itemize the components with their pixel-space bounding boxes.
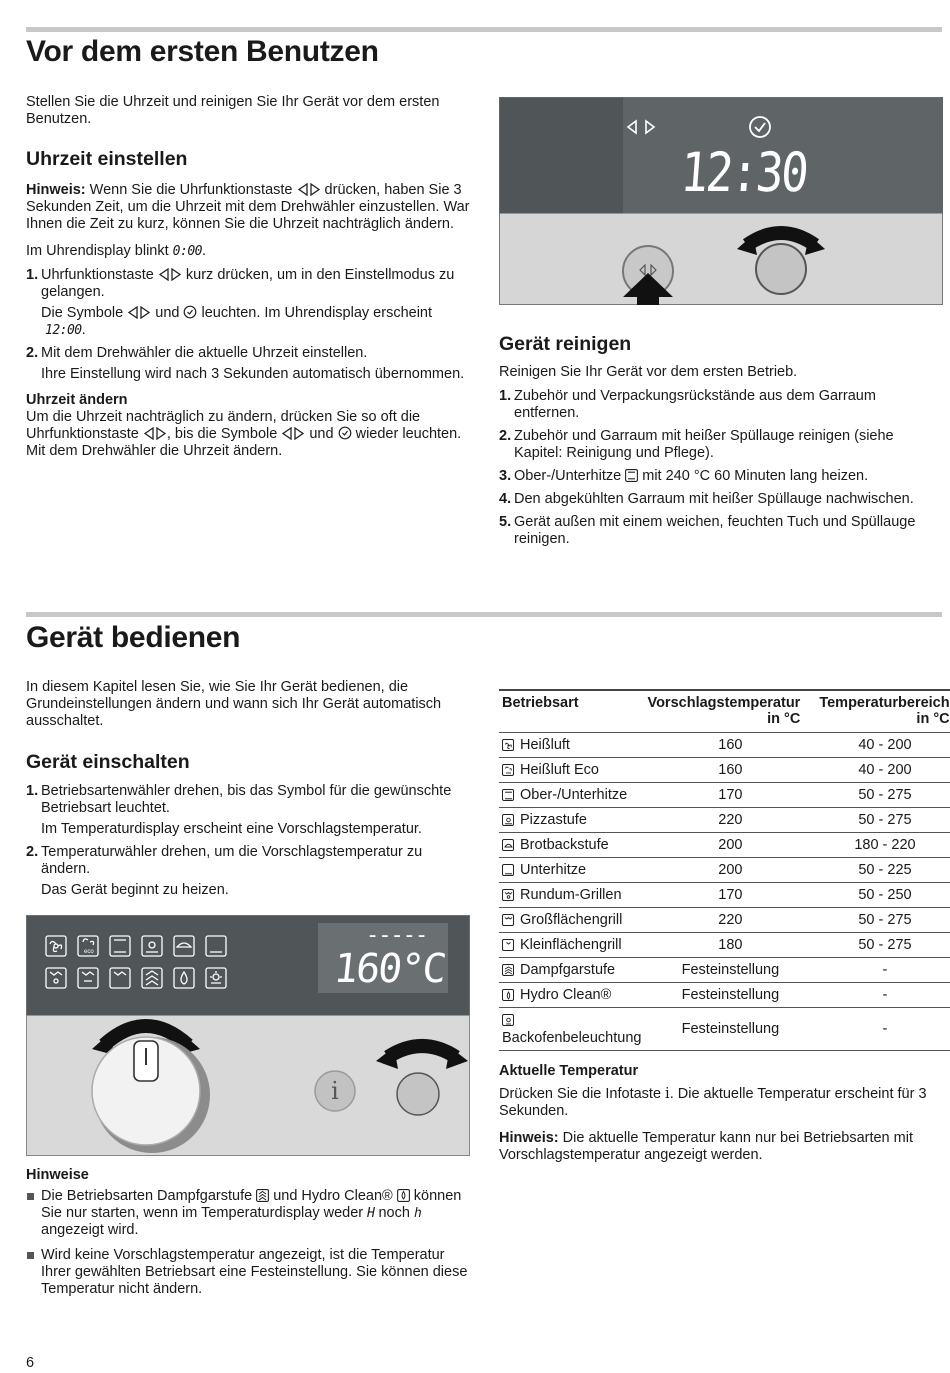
step-text: Mit dem Drehwähler die aktuelle Uhrzeit einstellen. (41, 345, 368, 361)
mode-cell (499, 908, 644, 933)
info-button-label: i (331, 1077, 339, 1105)
table-row (499, 883, 950, 908)
blinkt-text: Im Uhrendisplay blinkt (26, 243, 173, 259)
aendern-text (26, 409, 472, 460)
mode-cell (499, 808, 644, 833)
hinweis-text-e: angezeigt wird. (41, 1222, 139, 1238)
hinweise-block (26, 1167, 472, 1306)
suggested-temp: Festeinstellung (644, 1008, 816, 1051)
clock-panel-illustration (499, 97, 943, 305)
hinweis-text-a: Wenn Sie die Uhrfunktionstaste (85, 182, 297, 198)
einschalten-heading: Gerät einschalten (26, 751, 190, 773)
table-row (499, 983, 950, 1008)
temp-range: 40 - 200 (816, 733, 950, 758)
aktuelle-heading: Aktuelle Temperatur (499, 1063, 639, 1079)
step-sub: Ihre Einstellung wird nach 3 Sekunden automatisch übernommen. (41, 366, 465, 382)
hinweis-text-c: können Sie nur starten, wenn im Temperaturdisplay weder (41, 1188, 462, 1221)
hinweis-text-b: drücken, haben Sie 3 Sekunden Zeit, um die Uhrzeit mit dem Drehwähler einzustellen. War Ihnen die Zeit zu kurz, können Sie die Uhrzeit nachträglich ändern. (26, 182, 470, 232)
intro-text: Stellen Sie die Uhrzeit und reinigen Sie Ihr Gerät vor dem ersten Benutzen. (26, 94, 440, 127)
large-grill-icon (502, 914, 514, 926)
sub-text-c: leuchten. Im Uhrendisplay erscheint (197, 305, 433, 321)
temp-range: 180 - 220 (816, 833, 950, 858)
top-bottom-heat-icon (625, 469, 638, 482)
table-row (499, 758, 950, 783)
clock-function-icon (158, 268, 182, 281)
control-panel-illustration (26, 915, 470, 1156)
header-range: Temperaturbereich in °C (816, 690, 950, 733)
bottom-heat-icon (502, 864, 514, 876)
temp-range: - (816, 1008, 950, 1051)
sub-text-b: und (151, 305, 184, 321)
step-text: Zubehör und Verpackungsrückstände aus dem Garraum entfernen. (514, 388, 876, 421)
step-sub: Im Temperaturdisplay erscheint eine Vorschlagstemperatur. (41, 821, 422, 837)
modes-table (499, 689, 950, 1051)
table-row (499, 733, 950, 758)
step-text: Betriebsartenwähler drehen, bis das Symbol für die gewünschte Betriebsart leuchtet. (41, 783, 452, 816)
table-row (499, 858, 950, 883)
temp-range: - (816, 958, 950, 983)
reinigen-heading: Gerät reinigen (499, 333, 632, 355)
timer-icon (338, 426, 352, 440)
list-item (499, 388, 945, 422)
mode-name: Heißluft Eco (520, 762, 599, 778)
sub-text-a: Die Symbole (41, 305, 128, 321)
hinweis-text: Die aktuelle Temperatur kann nur bei Betriebsarten mit Vorschlagstemperatur angezeigt werden. (499, 1130, 913, 1163)
reinigen-intro: Reinigen Sie Ihr Gerät vor dem ersten Betrieb. (499, 364, 798, 380)
lcd-symbol-h-upper: H (367, 1206, 375, 1221)
step-number: 2. (499, 428, 512, 444)
section-title: Gerät bedienen (26, 621, 241, 654)
mode-name: Hydro Clean® (520, 987, 612, 1003)
suggested-temp: Festeinstellung (644, 983, 816, 1008)
step-number: 1. (499, 388, 512, 404)
step-sub (41, 305, 472, 339)
step-text-b: kurz drücken, um in den Einstellmodus zu gelangen. (41, 267, 455, 300)
temp-range: 50 - 225 (816, 858, 950, 883)
time-display: 12:30 (678, 141, 809, 204)
table-row (499, 908, 950, 933)
suggested-temp: 170 (644, 883, 816, 908)
list-item (26, 1188, 472, 1239)
uhrzeit-heading: Uhrzeit einstellen (26, 148, 188, 170)
header-mode: Betriebsart (499, 690, 644, 733)
mode-name: Kleinflächengrill (520, 937, 622, 953)
suggested-temp: 180 (644, 933, 816, 958)
table-row (499, 958, 950, 983)
step-text: Zubehör und Garraum mit heißer Spüllauge reinigen (siehe Kapitel: Reinigung und Pflege). (514, 428, 894, 461)
info-icon: i (665, 1086, 670, 1102)
page-number: 6 (26, 1355, 35, 1371)
mode-cell (499, 1008, 644, 1051)
sub-value: 12:00 (45, 323, 82, 338)
modes-table-wrap (499, 689, 950, 1164)
uhrzeit-hinweis (26, 182, 472, 233)
sub-end: . (81, 322, 86, 338)
mode-name: Großflächengrill (520, 912, 623, 928)
aendern-text-c: und (305, 426, 338, 442)
list-item (499, 468, 945, 485)
step-text: Den abgekühlten Garraum mit heißer Spüllauge nachwischen. (514, 491, 914, 507)
step-text: Gerät außen mit einem weichen, feuchten Tuch und Spüllauge reinigen. (514, 514, 916, 547)
bullet (27, 1252, 34, 1259)
uhrzeit-steps (26, 267, 472, 383)
step-text-a: Uhrfunktionstaste (41, 267, 158, 283)
list-item (26, 1247, 472, 1298)
step-number: 1. (26, 783, 39, 799)
oven-light-icon (502, 1014, 514, 1026)
blinkt-line: Im Uhrendisplay blinkt 0:00. (26, 243, 207, 259)
header-suggested: Vorschlagstemperatur in °C (644, 690, 816, 733)
list-item (499, 514, 945, 548)
list-item (26, 844, 472, 899)
lcd-symbol-h-lower: h (413, 1206, 422, 1221)
suggested-temp: 200 (644, 833, 816, 858)
step-text: Temperaturwähler drehen, um die Vorschlagstemperatur zu ändern. (41, 844, 423, 877)
temperature-display: 160°C (331, 946, 447, 992)
top-bottom-heat-icon (502, 789, 514, 801)
intro-text: In diesem Kapitel lesen Sie, wie Sie Ihr Gerät bedienen, die Grundeinstellungen ändern und wann sich Ihr Gerät automatisch ausschaltet. (26, 679, 442, 729)
fan-icon (502, 739, 514, 751)
table-header-row (499, 690, 950, 733)
suggested-temp: 160 (644, 733, 816, 758)
steam-icon (502, 964, 514, 976)
mode-name: Brotbackstufe (520, 837, 609, 853)
reinigen-steps (499, 388, 945, 548)
step-number: 3. (499, 468, 512, 484)
list-item (26, 267, 472, 339)
temp-range: 50 - 275 (816, 933, 950, 958)
mode-name: Backofenbeleuchtung (502, 1030, 642, 1046)
fan-eco-icon (502, 764, 514, 776)
step-sub: Das Gerät beginnt zu heizen. (41, 882, 229, 898)
temp-range: 50 - 275 (816, 908, 950, 933)
section-rule (26, 27, 942, 32)
aendern-text-a: Um die Uhrzeit nachträglich zu ändern, drücken Sie so oft die Uhrfunktionstaste (26, 409, 421, 442)
mode-cell (499, 833, 644, 858)
mode-cell (499, 758, 644, 783)
list-item (26, 345, 472, 383)
hinweise-heading: Hinweise (26, 1167, 89, 1183)
temp-range: 40 - 200 (816, 758, 950, 783)
step-number: 1. (26, 267, 39, 283)
list-item (499, 428, 945, 462)
table-row (499, 808, 950, 833)
hinweis-text-d: noch (374, 1205, 414, 1221)
hinweis-text: Wird keine Vorschlagstemperatur angezeigt, ist die Temperatur Ihrer gewählten Betriebsart eine Festeinstellung. Sie können diese Temperatur nicht ändern. (41, 1247, 468, 1297)
bullet (27, 1193, 34, 1200)
clock-function-icon (143, 427, 167, 440)
mode-name: Heißluft (520, 737, 570, 753)
aktuelle-text-a: Drücken Sie die Infotaste (499, 1086, 666, 1102)
svg-text:eco: eco (84, 949, 94, 955)
mode-name: Unterhitze (520, 862, 587, 878)
mode-name: Ober-/Unterhitze (520, 787, 628, 803)
mode-cell (499, 883, 644, 908)
rotisserie-grill-icon (502, 889, 514, 901)
step-number: 2. (26, 345, 39, 361)
aendern-text-b: , bis die Symbole (166, 426, 282, 442)
hydro-clean-icon (502, 989, 514, 1001)
mode-name: Pizzastufe (520, 812, 587, 828)
aktuelle-text (499, 1086, 943, 1120)
step-number: 5. (499, 514, 512, 530)
aktuelle-text-b: . Die aktuelle Temperatur erscheint für 3 Sekunden. (499, 1086, 927, 1119)
mode-cell (499, 983, 644, 1008)
steam-icon (256, 1189, 269, 1202)
suggested-temp: 170 (644, 783, 816, 808)
clock-function-icon (281, 427, 305, 440)
mode-name: Dampfgarstufe (520, 962, 616, 978)
mode-cell (499, 958, 644, 983)
mode-cell (499, 733, 644, 758)
einschalten-steps (26, 783, 472, 899)
small-grill-icon (502, 939, 514, 951)
hydro-clean-icon (397, 1189, 410, 1202)
suggested-temp: 220 (644, 908, 816, 933)
list-item (499, 491, 945, 508)
clock-function-icon (127, 306, 151, 319)
right-column-1 (499, 333, 945, 554)
table-row (499, 933, 950, 958)
suggested-temp: Festeinstellung (644, 958, 816, 983)
temp-range: 50 - 275 (816, 783, 950, 808)
dashes-display: ----- (366, 923, 428, 948)
section-title: Vor dem ersten Benutzen (26, 35, 379, 68)
left-column-2 (26, 679, 472, 905)
list-item (26, 783, 472, 838)
step-number: 2. (26, 844, 39, 860)
pizza-icon (502, 814, 514, 826)
hinweis-text-a: Die Betriebsarten Dampfgarstufe (41, 1188, 257, 1204)
blinkt-value: 0:00 (172, 244, 202, 259)
timer-icon (183, 305, 197, 319)
aendern-heading: Uhrzeit ändern (26, 392, 128, 408)
mode-name: Rundum-Grillen (520, 887, 622, 903)
suggested-temp: 160 (644, 758, 816, 783)
hinweis-text-b: und Hydro Clean® (269, 1188, 397, 1204)
suggested-temp: 200 (644, 858, 816, 883)
hinweis-label: Hinweis: (499, 1130, 559, 1146)
hinweis-label: Hinweis: (26, 182, 86, 198)
mode-cell (499, 783, 644, 808)
hinweise-list (26, 1188, 472, 1298)
step-text-b: mit 240 °C 60 Minuten lang heizen. (638, 468, 869, 484)
temp-range: 50 - 275 (816, 808, 950, 833)
mode-cell (499, 933, 644, 958)
temp-range: 50 - 250 (816, 883, 950, 908)
clock-function-icon (297, 183, 321, 196)
left-column-1 (26, 94, 472, 460)
section-rule (26, 612, 942, 617)
table-row (499, 1008, 950, 1051)
temp-range: - (816, 983, 950, 1008)
aendern-text-d: wieder leuchten. Mit dem Drehwähler die Uhrzeit ändern. (26, 426, 462, 459)
table-row (499, 783, 950, 808)
step-number: 4. (499, 491, 512, 507)
step-text-a: Ober-/Unterhitze (514, 468, 626, 484)
table-row (499, 833, 950, 858)
suggested-temp: 220 (644, 808, 816, 833)
mode-cell (499, 858, 644, 883)
bread-icon (502, 839, 514, 851)
aktuelle-hinweis (499, 1130, 943, 1164)
